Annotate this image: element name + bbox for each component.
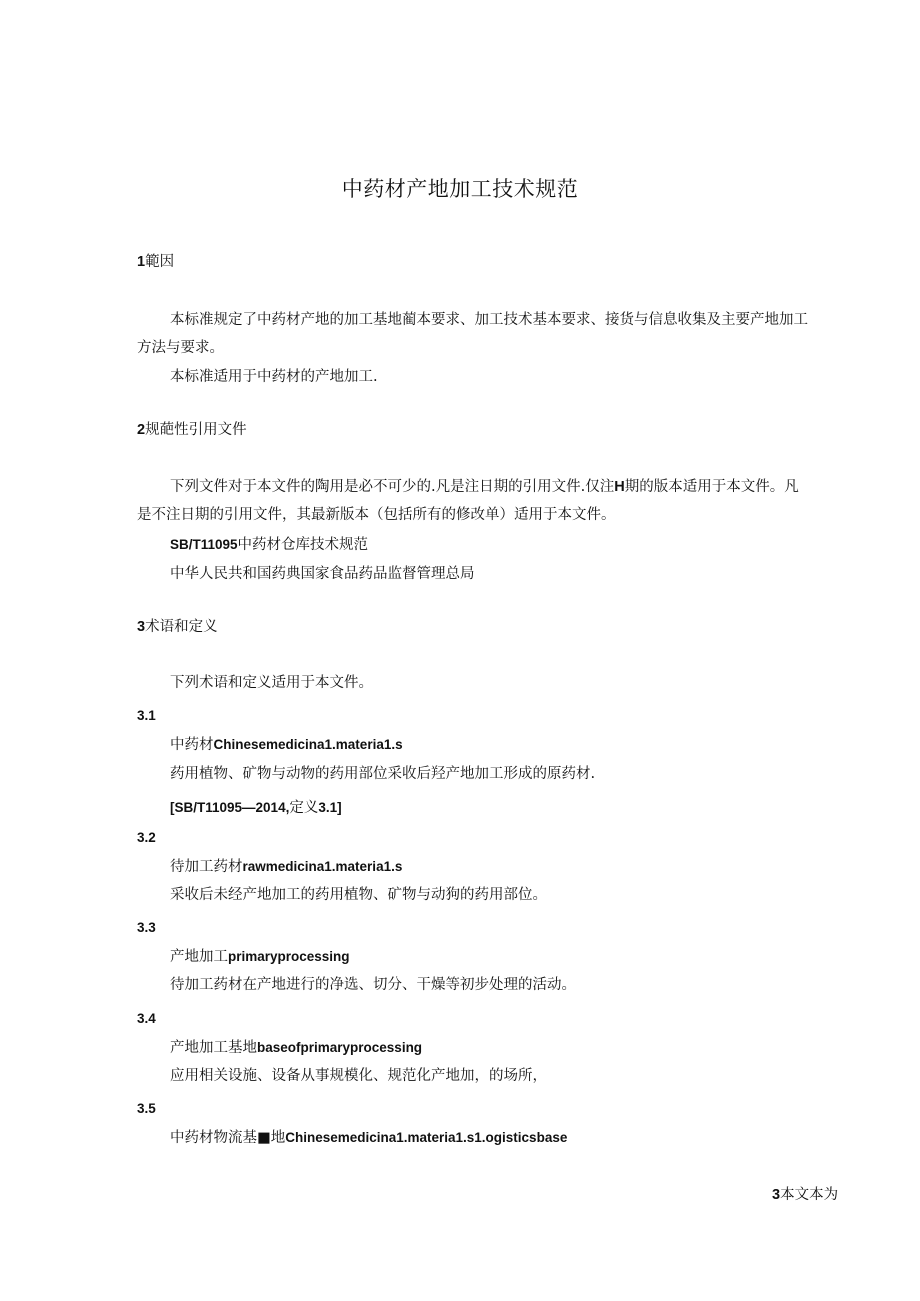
text-run: 3.1] xyxy=(318,800,342,815)
term-definition: 应用相关设施、设备从事规模化、规范化产地加，的场所， xyxy=(170,1068,547,1084)
term-zh: 产地加工基地 xyxy=(170,1040,257,1056)
term-name xyxy=(170,947,350,967)
term-en: baseofprimaryprocessing xyxy=(257,1040,423,1055)
normative-reference: 中华人民共和国药典国家食品药品监督管理总局 xyxy=(170,566,475,582)
section-number: 2 xyxy=(137,422,146,438)
term-name xyxy=(170,857,402,877)
text-run: 下列文件对于本文件的陶用是必不可少的.凡是注日期的引用文件.仅注 xyxy=(170,479,615,495)
term-number: 3.3 xyxy=(137,920,156,935)
document-title: 中药材产地加工技术规范 xyxy=(341,177,579,201)
section-2-heading xyxy=(137,420,247,440)
paragraph-text: 是不注日期的引用文件，其最新版本（包括所有的修改单）适用于本文件。 xyxy=(137,507,616,523)
text-run: [SB/T11095—2014, xyxy=(170,800,290,815)
term-zh: 中药材物流基■地 xyxy=(170,1130,286,1146)
term-number: 3.4 xyxy=(137,1011,156,1026)
term-definition: 采收后未经产地加工的药用植物、矿物与动狗的药用部位。 xyxy=(170,887,547,903)
term-definition: 药用植物、矿物与动物的药用部位采收后羟产地加工形成的原药材. xyxy=(170,766,596,782)
term-source xyxy=(170,798,342,818)
term-zh: 中药材 xyxy=(170,737,214,753)
section-1-heading xyxy=(137,252,174,272)
section-title: 範因 xyxy=(145,254,175,270)
paragraph-text: 本标准适用于中药材的产地加工. xyxy=(170,369,378,385)
term-en: Chinesemedicina1.materia1.s1.ogisticsbase xyxy=(285,1130,568,1145)
term-number: 3.5 xyxy=(137,1101,156,1116)
term-name xyxy=(170,1038,422,1058)
footer-number: 3 xyxy=(772,1187,781,1203)
term-definition: 待加工药材在产地进行的净选、切分、干燥等初步处理的活动。 xyxy=(170,977,576,993)
term-en: rawmedicina1.materia1.s xyxy=(242,859,403,874)
section-3-heading xyxy=(137,617,218,637)
normative-reference xyxy=(170,535,368,555)
paragraph-text xyxy=(170,477,799,497)
term-number: 3.1 xyxy=(137,708,156,723)
page-footer xyxy=(772,1185,838,1205)
section-number: 3 xyxy=(137,619,146,635)
text-run: 期的版本适用于本文件。凡 xyxy=(624,479,799,495)
paragraph-text: 方法与要求。 xyxy=(137,340,224,356)
footer-text: 本文本为 xyxy=(780,1187,839,1203)
text-run: 定义 xyxy=(289,800,319,816)
section-title: 规葩性引用文件 xyxy=(145,422,247,438)
term-number: 3.2 xyxy=(137,830,156,845)
term-name xyxy=(170,735,403,755)
text-run: H xyxy=(614,479,625,495)
term-name xyxy=(170,1128,567,1148)
section-number: 1 xyxy=(137,254,146,270)
paragraph-text: 本标准规定了中药材产地的加工基地蔺本要求、加工技术基本要求、接货与信息收集及主要产地加工 xyxy=(170,312,808,328)
term-zh: 产地加工 xyxy=(170,949,228,965)
term-zh: 待加工药材 xyxy=(170,859,243,875)
term-en: primaryprocessing xyxy=(228,949,350,964)
section-title: 术语和定义 xyxy=(145,619,218,635)
reference-code: SB/T11095 xyxy=(170,537,238,552)
reference-title: 中药材仓库技术规范 xyxy=(237,537,369,553)
paragraph-text: 下列术语和定义适用于本文件。 xyxy=(170,675,373,691)
term-en: Chinesemedicina1.materia1.s xyxy=(213,737,403,752)
